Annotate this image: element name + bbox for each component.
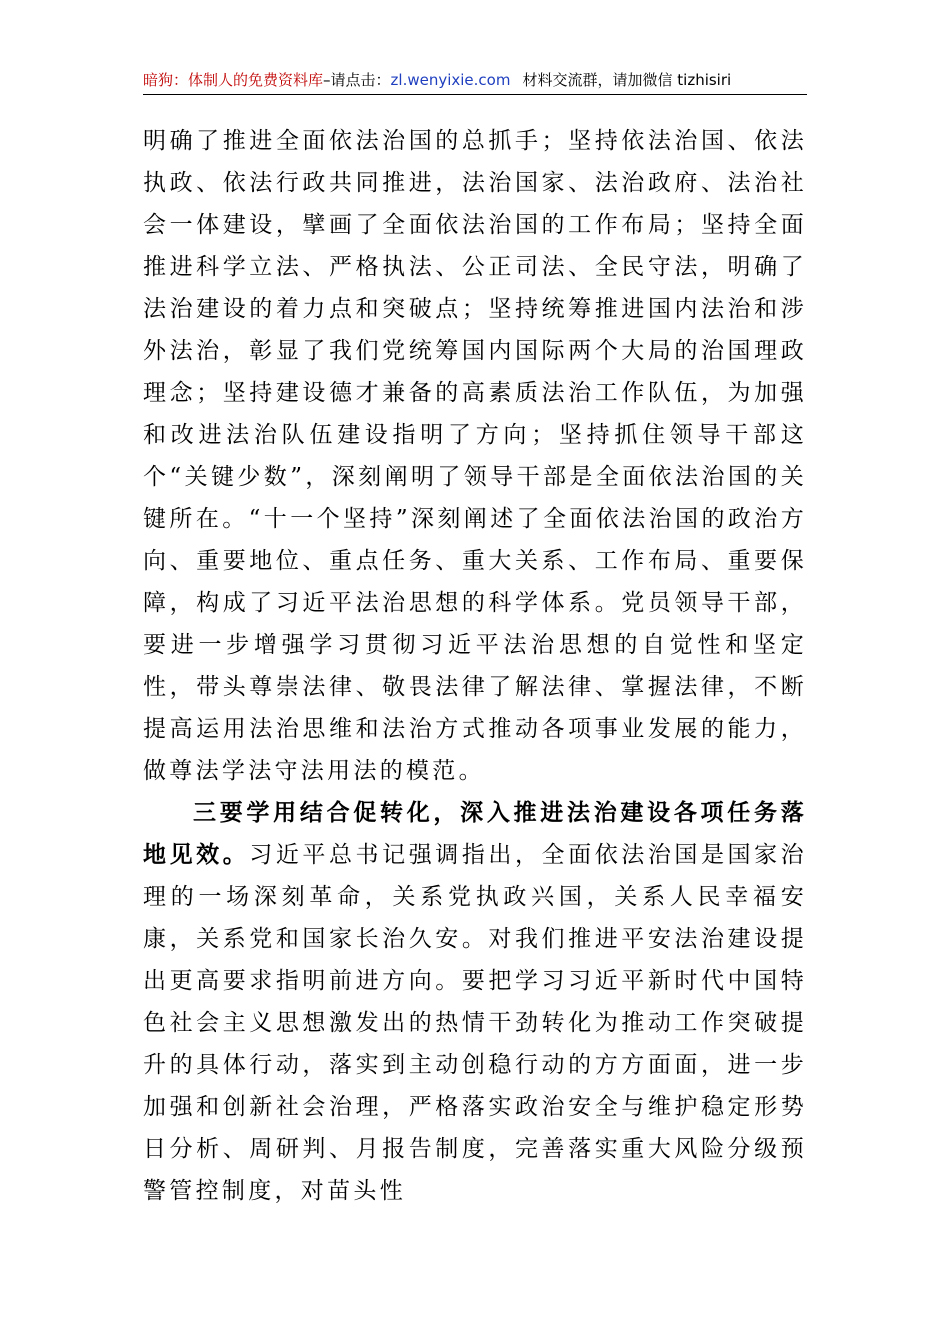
page-header [143, 66, 807, 95]
header-site-name: 暗狗：体制人的免费资料库 [143, 71, 324, 89]
header-prompt: –请点击： [323, 71, 391, 89]
header-wechat-id: tizhisiri [677, 71, 732, 89]
header-group-note: 材料交流群，请加微信 [522, 71, 673, 89]
paragraph-2-lead: 三要学用结合促转化，深入推进法治建设各项任务落地见效。 [143, 799, 807, 868]
paragraph-2-text: 习近平总书记强调指出，全面依法治国是国家治理的一场深刻革命，关系党执政兴国，关系人民幸福安康，关系党和国家长治久安。对我们推进平安法治建设提出更高要求指明前进方向。要把学习习近平新时代中国特色社会主义思想激发出的热情干劲转化为推动工作突破提升的具体行动，落实到主动创稳行动的方方面面，进一步加强和创新社会治理，严格落实政治安全与维护稳定形势日分析、周研判、月报告制度，完善落实重大风险分级预警管控制度，对苗头性 [143, 842, 807, 1204]
paragraph-1: 明确了推进全面依法治国的总抓手；坚持依法治国、依法执政、依法行政共同推进，法治国家、法治政府、法治社会一体建设，擘画了全面依法治国的工作布局；坚持全面推进科学立法、严格执法、公正司法、全民守法，明确了法治建设的着力点和突破点；坚持统筹推进国内法治和涉外法治，彰显了我们党统筹国内国际两个大局的治国理政理念；坚持建设德才兼备的高素质法治工作队伍，为加强和改进法治队伍建设指明了方向；坚持抓住领导干部这个“关键少数”，深刻阐明了领导干部是全面依法治国的关键所在。“十一个坚持”深刻阐述了全面依法治国的政治方向、重要地位、重点任务、重大关系、工作布局、重要保障，构成了习近平法治思想的科学体系。党员领导干部，要进一步增强学习贯彻习近平法治思想的自觉性和坚定性，带头尊崇法律、敬畏法律了解法律、掌握法律，不断提高运用法治思维和法治方式推动各项事业发展的能力，做尊法学法守法用法的模范。 [143, 128, 807, 784]
paragraph-2 [143, 792, 807, 1212]
document-body [143, 120, 807, 1212]
header-url-link[interactable]: zl.wenyixie.com [390, 71, 511, 89]
